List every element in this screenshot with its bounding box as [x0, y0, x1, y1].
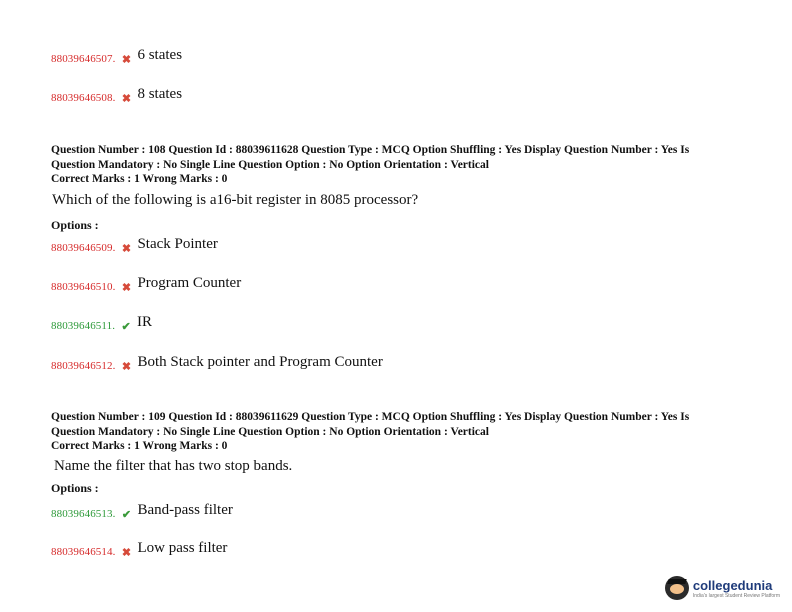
meta-line: Question Mandatory : No Single Line Question Option : No Option Orientation : Vertical — [51, 425, 489, 438]
cross-icon: ✖ — [121, 92, 132, 105]
question-text: Name the filter that has two stop bands. — [54, 458, 293, 474]
cross-icon: ✖ — [121, 546, 132, 559]
option-row — [51, 355, 383, 377]
option-text: Low pass filter — [137, 539, 228, 556]
options-label: Options : — [51, 218, 99, 232]
mascot-icon — [665, 576, 689, 600]
option-text: Both Stack pointer and Program Counter — [137, 353, 383, 370]
option-id: 88039646509. — [51, 242, 116, 254]
question-text: Which of the following is a16-bit register in 8085 processor? — [52, 192, 419, 208]
option-id: 88039646512. — [51, 360, 116, 372]
option-row — [51, 87, 182, 109]
logo-tagline: India's largest Student Review Platform — [692, 592, 780, 599]
options-label: Options : — [51, 481, 99, 495]
meta-line: Question Number : 108 Question Id : 88039611628 Question Type : MCQ Option Shuffling : Yes Display Question Number : Yes Is — [51, 144, 690, 156]
option-id: 88039646510. — [51, 281, 116, 293]
cross-icon: ✖ — [121, 360, 132, 373]
option-text: Band-pass filter — [137, 501, 233, 518]
option-id: 88039646511. — [51, 320, 116, 332]
option-text: Program Counter — [137, 274, 242, 291]
option-text: 8 states — [137, 85, 183, 102]
question-meta — [51, 143, 741, 187]
logo-name: collegedunia — [692, 577, 773, 593]
cross-icon: ✖ — [121, 53, 132, 66]
collegedunia-logo — [665, 576, 780, 600]
cross-icon: ✖ — [121, 281, 132, 294]
marks-line: Correct Marks : 1 Wrong Marks : 0 — [51, 440, 228, 452]
option-id: 88039646513. — [51, 508, 116, 520]
cross-icon: ✖ — [121, 242, 132, 255]
option-text: 6 states — [137, 46, 183, 63]
option-row — [51, 276, 241, 298]
option-row — [51, 315, 152, 337]
option-row — [51, 237, 218, 259]
question-meta — [51, 410, 741, 454]
option-id: 88039646508. — [51, 92, 116, 104]
check-icon: ✔ — [121, 320, 131, 333]
option-row — [51, 48, 182, 70]
meta-line: Question Number : 109 Question Id : 88039611629 Question Type : MCQ Option Shuffling : Yes Display Question Number : Yes Is — [51, 411, 690, 423]
logo-text — [693, 578, 780, 599]
option-text: IR — [137, 313, 153, 330]
option-row — [51, 541, 227, 563]
meta-line: Question Mandatory : No Single Line Question Option : No Option Orientation : Vertical — [51, 158, 489, 171]
option-text: Stack Pointer — [137, 235, 218, 252]
check-icon: ✔ — [121, 508, 132, 521]
marks-line: Correct Marks : 1 Wrong Marks : 0 — [51, 173, 228, 185]
option-id: 88039646507. — [51, 53, 116, 65]
option-id: 88039646514. — [51, 546, 116, 558]
option-row — [51, 503, 233, 525]
